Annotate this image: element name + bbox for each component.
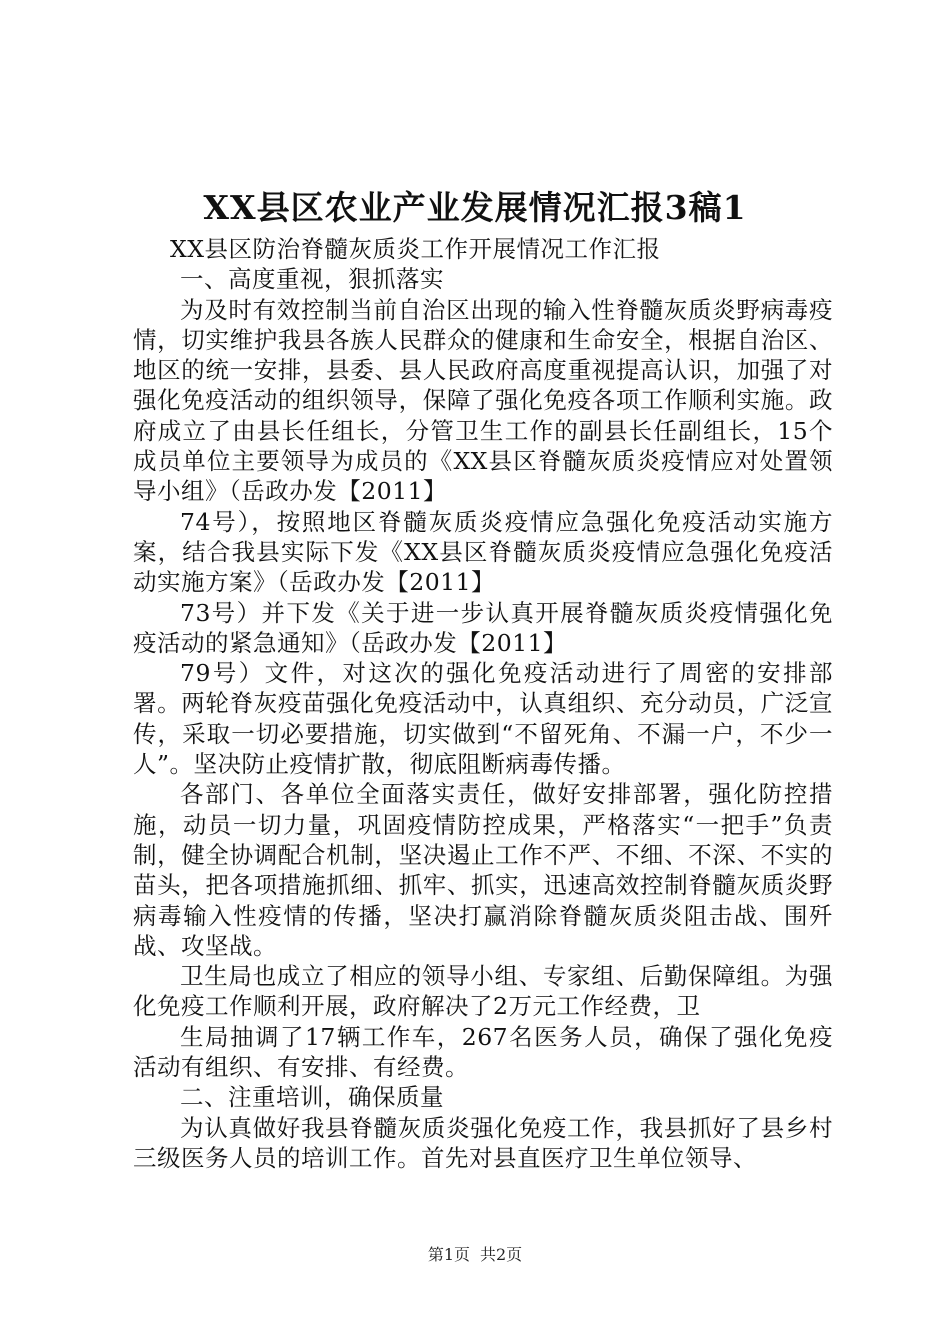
body-paragraph: 为认真做好我县脊髓灰质炎强化免疫工作，我县抓好了县乡村三级医务人员的培训工作。首先对县直医疗卫生单位领导、 <box>133 1113 833 1172</box>
document-body <box>133 234 833 1173</box>
body-paragraph: 生局抽调了17辆工作车，267名医务人员，确保了强化免疫活动有组织、有安排、有经费。 <box>133 1022 833 1082</box>
page-number-current: 第1页 <box>427 1245 470 1264</box>
body-paragraph: 79号）文件，对这次的强化免疫活动进行了周密的安排部署。两轮脊灰疫苗强化免疫活动中，认真组织、充分动员，广泛宣传，采取一切必要措施，切实做到“不留死角、不漏一户，不少一人”。坚决防止疫情扩散，彻底阻断病毒传播。 <box>133 659 833 779</box>
body-paragraph: 为及时有效控制当前自治区出现的输入性脊髓灰质炎野病毒疫情，切实维护我县各族人民群众的健康和生命安全，根据自治区、地区的统一安排，县委、县人民政府高度重视提高认识，加强了对强化免疫活动的组织领导，保障了强化免疫各项工作顺利实施。政府成立了由县长任组长，分管卫生工作的副县长任副组长，15个成员单位主要领导为成员的《XX县区脊髓灰质炎疫情应对处置领导小组》（岳政办发【2011】 <box>133 295 833 506</box>
section-heading-2: 二、注重培训，确保质量 <box>180 1083 444 1112</box>
page-number-total: 共2页 <box>480 1245 523 1264</box>
body-paragraph: 各部门、各单位全面落实责任，做好安排部署，强化防控措施，动员一切力量，巩固疫情防控成果，严格落实“一把手”负责制，健全协调配合机制，坚决遏止工作不严、不细、不深、不实的苗头，把各项措施抓细、抓牢、抓实，迅速高效控制脊髓灰质炎野病毒输入性疫情的传播，坚决打赢消除脊髓灰质炎阻击战、围歼战、攻坚战。 <box>133 780 833 960</box>
document-title: XX县区农业产业发展情况汇报3稿1 <box>203 188 747 227</box>
section-heading-1: 一、高度重视，狠抓落实 <box>180 265 444 294</box>
body-paragraph: 73号）并下发《关于进一步认真开展脊髓灰质炎疫情强化免疫活动的紧急通知》（岳政办发【2011】 <box>133 598 833 657</box>
body-paragraph: 74号），按照地区脊髓灰质炎疫情应急强化免疫活动实施方案，结合我县实际下发《XX县区脊髓灰质炎疫情应急强化免疫活动实施方案》（岳政办发【2011】 <box>133 507 833 597</box>
report-subtitle: XX县区防治脊髓灰质炎工作开展情况工作汇报 <box>170 235 661 263</box>
page-footer <box>0 1245 950 1265</box>
body-paragraph: 卫生局也成立了相应的领导小组、专家组、后勤保障组。为强化免疫工作顺利开展，政府解决了2万元工作经费，卫 <box>133 962 833 1021</box>
